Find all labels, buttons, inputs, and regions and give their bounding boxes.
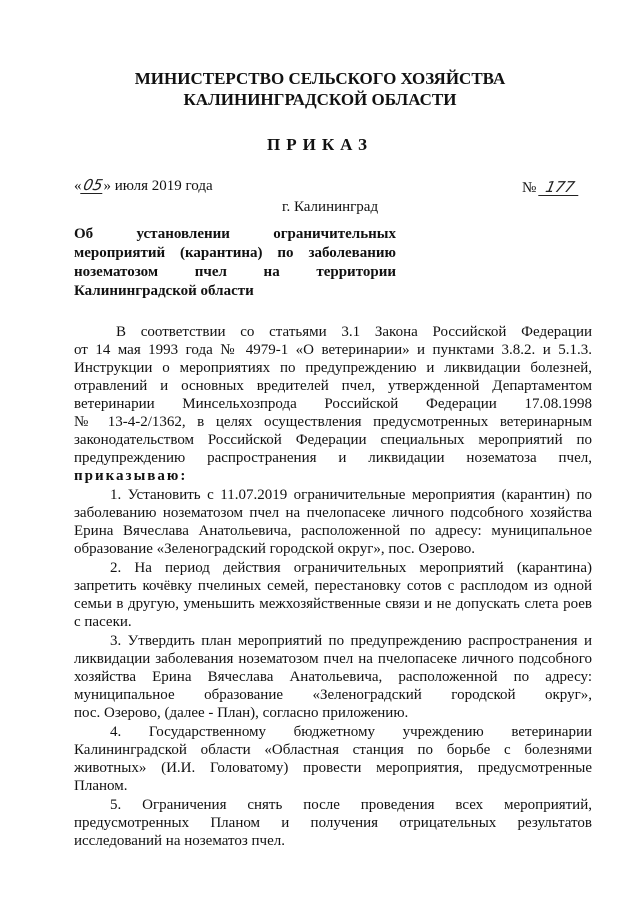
preamble-line: от 14 мая 1993 года № 4979-1 «О ветеринарии» и пунктами 3.8.2. и 5.1.3. xyxy=(74,342,592,358)
item-line: с пасеки. xyxy=(74,614,132,630)
order-item-4 xyxy=(74,723,592,795)
preamble-line: В соответствии со статьями 3.1 Закона Российской Федерации xyxy=(116,324,592,340)
subject-line: Калининградской области xyxy=(74,283,254,299)
item-line: заболеванию нозематозом пчел на пчелопасеке личного подсобного хозяйства xyxy=(74,505,592,521)
order-subject xyxy=(74,225,396,301)
preamble-line: ветеринарии Минсельхозпрода Российской Федерации 17.08.1998 xyxy=(74,396,592,412)
preamble-line: предупреждению распространения и ликвидации нозематоза пчел, xyxy=(74,450,592,466)
order-number xyxy=(522,179,580,197)
item-line: 1. Установить с 11.07.2019 ограничительные мероприятия (карантин) по xyxy=(110,487,592,503)
preamble-line: законодательством Российской Федерации специальных мероприятий по xyxy=(74,432,592,448)
date-month-year: » июля 2019 года xyxy=(103,178,213,194)
item-line: животных» (И.И. Головатому) провести мероприятия, предусмотренные xyxy=(74,760,592,776)
item-line: 2. На период действия ограничительных мероприятий (карантина) xyxy=(110,560,592,576)
order-item-1 xyxy=(74,486,592,558)
order-item-2 xyxy=(74,559,592,631)
subject-line: мероприятий (карантина) по заболеванию xyxy=(74,245,396,261)
item-line: пос. Озерово, (далее - План), согласно приложению. xyxy=(74,705,409,721)
item-line: Калининградской области «Областная станция по борьбе с болезнями xyxy=(74,742,592,758)
subject-line: нозематозом пчел на территории xyxy=(74,264,396,280)
order-item-3 xyxy=(74,632,592,722)
order-item-5 xyxy=(74,796,592,850)
item-line: 5. Ограничения снять после проведения всех мероприятий, xyxy=(110,797,592,813)
date-open-quote: « xyxy=(74,178,82,194)
order-word: приказываю: xyxy=(74,468,188,484)
preamble-paragraph xyxy=(74,323,592,485)
number-prefix: № xyxy=(522,180,537,196)
subject-line: Об установлении ограничительных xyxy=(74,226,396,242)
ministry-name-line1: МИНИСТЕРСТВО СЕЛЬСКОГО ХОЗЯЙСТВА xyxy=(134,69,506,88)
preamble-line: № 13-4-2/1362, в целях осуществления предусмотренных ветеринарным xyxy=(74,414,592,430)
item-line: 3. Утвердить план мероприятий по предупреждению распространения и xyxy=(110,633,592,649)
item-line: ликвидации заболевания нозематозом пчел на пчелопасеке личного подсобного xyxy=(74,651,592,667)
item-line: образование «Зеленоградский городской округ», пос. Озерово. xyxy=(74,541,476,557)
number-value-handwritten: 177 xyxy=(538,179,582,196)
date-day-handwritten: 05 xyxy=(81,176,105,194)
ministry-name-line2: КАЛИНИНГРАДСКОЙ ОБЛАСТИ xyxy=(183,90,457,109)
ministry-header xyxy=(0,68,640,110)
city-line: г. Калининград xyxy=(282,199,379,215)
order-body xyxy=(74,323,592,851)
item-line: предусмотренных Планом и получения отрицательных результатов xyxy=(74,815,592,831)
item-line: муниципальное образование «Зеленоградский городской округ», xyxy=(74,687,592,703)
order-date xyxy=(74,177,213,195)
document-type-title: ПРИКАЗ xyxy=(267,135,373,154)
preamble-line: отравлений и основных вредителей пчел, утвержденной Департаментом xyxy=(74,378,592,394)
item-line: семьи в другую, уменьшить межхозяйственные связи и не допускать слета роев xyxy=(74,596,592,612)
item-line: хозяйства Ерина Вячеслава Анатольевича, расположенной по адресу: xyxy=(74,669,592,685)
item-line: исследований на нозематоз пчел. xyxy=(74,833,285,849)
preamble-line: Инструкции о мероприятиях по предупреждению и ликвидации болезней, xyxy=(74,360,592,376)
item-line: 4. Государственному бюджетному учреждению ветеринарии xyxy=(110,724,592,740)
item-line: Ерина Вячеслава Анатольевича, расположенной по адресу: муниципальное xyxy=(74,523,592,539)
item-line: Планом. xyxy=(74,778,128,794)
item-line: запретить кочёвку пчелиных семей, перестановку сотов с расплодом из одной xyxy=(74,578,592,594)
